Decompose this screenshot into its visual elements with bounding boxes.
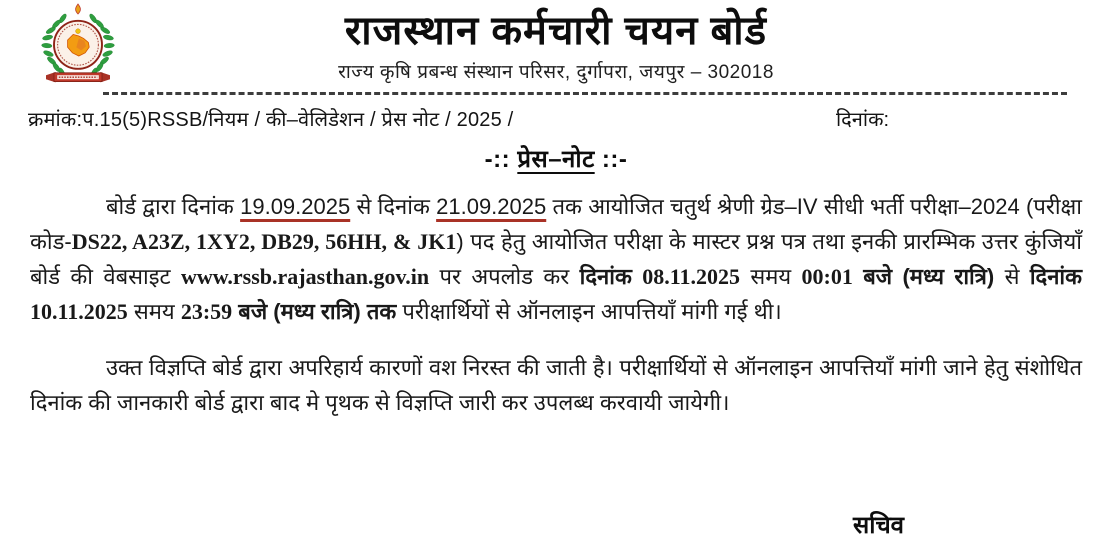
heading-suffix: ::-: [594, 146, 628, 173]
text-run: DS22, A23Z, 1XY2, DB29, 56HH, & JK1: [71, 229, 457, 254]
org-name: राजस्थान कर्मचारी चयन बोर्ड: [344, 9, 768, 53]
reference-row: [0, 95, 1112, 132]
text-run: बजे (मध्य रात्रि): [863, 264, 995, 289]
dashed-divider: [103, 92, 1067, 95]
date-label: दिनांक:: [836, 109, 889, 131]
paragraph-1: [30, 189, 1082, 329]
seal-crest: [76, 29, 81, 34]
heading-title: प्रेस–नोट: [517, 146, 595, 173]
text-run: 10.11.2025: [30, 299, 128, 324]
text-run: उक्त विज्ञप्ति बोर्ड द्वारा अपरिहार्य कारणों वश निरस्त की जाती है। परीक्षार्थियों से ऑनलाइन आपत्तियाँ मांगी जाने हेतु संशोधित दिनांक की जानकारी बोर्ड द्वारा बाद मे पृथक से विज्ञप्ति जारी कर उपलब्ध करवायी जायेगी।: [30, 355, 1082, 415]
text-run: बजे (मध्य रात्रि) तक: [238, 299, 397, 324]
text-run: 19.09.2025: [240, 194, 351, 219]
text-run: ) पद हेतु आयोजित परीक्षा के मास्टर प्रश्न पत्र तथा इनकी प्रारम्भिक उत्तर कुंजियाँ बोर्ड की वेबसाइट: [30, 229, 1082, 289]
text-run: 00:01: [801, 264, 853, 289]
text-run: समय: [740, 264, 802, 289]
text-run: समय: [127, 299, 181, 324]
flame-icon: [76, 4, 81, 14]
board-emblem-logo: [38, 3, 118, 93]
text-run: 23:59: [180, 299, 233, 324]
text-run: दिनांक: [579, 264, 643, 289]
text-run: तक आयोजित चतुर्थ श्रेणी ग्रेड–IV सीधी भर्ती परीक्षा–2024 (परीक्षा कोड-: [30, 194, 1082, 254]
text-run: परीक्षार्थियों से ऑनलाइन आपत्तियाँ मांगी गई थी।: [396, 299, 782, 324]
org-address: राज्य कृषि प्रबन्ध संस्थान परिसर, दुर्गापरा, जयपुर – 302018: [338, 62, 774, 83]
press-note-heading: [0, 142, 1112, 175]
text-run: www.rssb.rajasthan.gov.in: [180, 264, 430, 289]
signature-secretary: सचिव: [853, 512, 905, 539]
letterhead: [0, 0, 1112, 95]
text-run: दिनांक: [1029, 264, 1083, 289]
document-body: [0, 189, 1112, 420]
reference-number: क्रमांक:प.15(5)RSSB/नियम / की–वेलिडेशन / प्रेस नोट / 2025 /: [28, 109, 514, 131]
ribbon-banner: [46, 72, 110, 82]
text-run: पर अपलोड कर: [429, 264, 580, 289]
paragraph-2: [30, 350, 1082, 420]
text-run: [853, 264, 863, 289]
heading-prefix: -::: [484, 146, 518, 173]
text-run: बोर्ड द्वारा दिनांक: [106, 194, 241, 219]
header-text: [0, 8, 1112, 84]
text-run: 08.11.2025: [642, 264, 740, 289]
text-run: 21.09.2025: [436, 194, 547, 219]
text-run: से दिनांक: [350, 194, 437, 219]
text-run: से: [994, 264, 1030, 289]
